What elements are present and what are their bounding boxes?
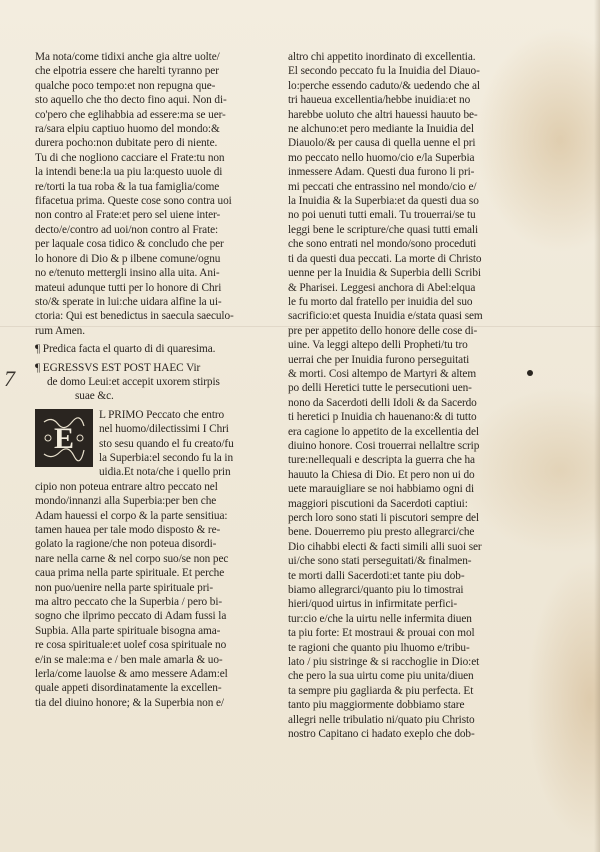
text-line: ra/sara elpiu captiuo huomo del mondo:& [35,123,220,136]
text-line: co'pero che eglihabbia ad essere:ma se uer- [35,108,226,121]
text-line: uenne per la Inuidia & Superbia delli Scribi [288,267,481,280]
text-line: mo peccato nello huomo/cio e/la Superbia [288,151,475,164]
text-line: ta sempre piu gagliarda & piu perfecta. Et [288,684,474,697]
text-line: te morti dalli Sacerdoti:et tante piu dob- [288,569,465,582]
text-line: durera pocho:non dubitate pero di niente. [35,137,218,150]
text-line: lerla/come lauolse & amo messere Adam:el [35,668,228,681]
sermon-rubric [35,342,267,356]
text-line: decto/e/contro ad uoi/non contro al Frate: [35,223,219,236]
text-line: re cosa spirituale:et uolef cosa spirituale no [35,639,227,652]
text-line: che sono entrati nel mondo/sono proceduti [288,238,477,251]
text-line: diuino honore. Cosi trouerrai nellaltre scrip [288,439,480,452]
text-line: ti heretici p Inuidia ch hauenano:& di tutto [288,411,477,424]
text-line: sogno che ilprimo peccato di Adam fussi la [35,610,227,623]
text-line: tanto piu maggiormente dobbiamo stare [288,699,465,712]
text-line: ture:nellequali e descripta la guerra che ha [288,454,475,467]
text-line: nare nella carne & nel corpo suo/se non pec [35,552,229,565]
text-line: lo honore di Dio & p ilbene comune/ognu [35,252,221,265]
text-line: sacrificio:et questa Inuidia e/stata quasi sem [288,310,483,323]
text-line: sto/& sperate in lui:che uidara alfine la ui- [35,295,222,308]
text-line: Supbia. Alla parte spirituale bisogna ama- [35,624,221,637]
text-line: che elpotria essere che harelti tyranno per [35,65,219,78]
text-line: tri haueua excellentia/hebbe inuidia:et no [288,94,471,107]
text-line: re/torti la tua roba & la tua famiglia/come [35,180,220,193]
text-line: lato / piu sistringe & si racchoglie in Dio:et [288,656,480,669]
text-line: mi peccati che entrassino nel mondo/cio e/ [288,180,477,193]
text-line: uine. Va leggi altepo delli Propheti/tu tro [288,339,468,352]
text-line: L PRIMO Peccato che entro [99,408,225,421]
text-line: per laquale cosa tidico & concludo che per [35,238,224,251]
text-line: maggiori piscutioni da Sacerdoti captiui: [288,497,468,510]
text-line: nono da Sacerdoti delli Idoli & da Sacerdo [288,396,477,409]
text-line: perch loro sono stati li piscutori sempre del [288,512,479,524]
text-line: e/in se male:ma e / ben male amarla & uo- [35,653,223,666]
text-line: inmessere Adam. Questi dua furono li pri- [288,166,475,179]
text-line: golato la ragione/che non poteua disordi- [35,538,217,551]
pilcrow-icon: ¶ [35,343,41,356]
text-line: sto sesu quando el fu creato/fu [99,437,234,450]
text-line: era cagione lo appetito de la excellentia del [288,425,479,438]
marginal-note: 7 [4,366,15,391]
text-line: hieri/quod uirtus in infirmitate perfici- [288,598,458,611]
text-line: ta piu forte: Et mostraui & prouai con mol [288,627,475,640]
pilcrow-icon: ¶ [35,361,41,374]
text-line: allegri nelle tribulatio ni/quato piu Christo [288,713,475,726]
text-line: ne alchuno:et pero mediante la Inuidia del [288,123,474,136]
text-line: che pero la sua uirtu come piu unita/diuen [288,670,474,683]
text-line: ui/che sono stati perseguitati/& finalmen- [288,555,472,568]
text-line: la intendi bene:la ua piu la:questo uuole di [35,166,223,179]
left-top-text [35,50,267,338]
left-column [35,50,267,710]
text-line: uidia.Et nota/che i quello prin [99,466,231,479]
text-line: nostro Capitano ci hadato exeplo che dob- [288,728,475,741]
text-line: Tu di che nogliono cacciare el Frate:tu non [35,151,225,164]
text-line: bene. Douerremo piu presto allegrarci/che [288,526,475,539]
text-line: ma altro peccato che la Superbia / pero bi- [35,596,223,609]
text-line: altro chi appetito inordinato di excellentia. [288,51,476,63]
initial-letter: E [54,421,74,455]
text-line: Ma nota/come tidixi anche gia altre uolte/ [35,51,220,63]
incipit-line: de domo Leui:et accepit uxorem stirpis [47,375,220,388]
text-line: la Superbia:el secondo fu la in [99,451,233,464]
text-line: non contro al Frate:et pero sel uiene inter- [35,209,221,222]
text-line: quale appeti disordinatamente la excellen- [35,682,222,695]
text-line: harebbe uoluto che altri hauessi hauuto be- [288,108,478,121]
incipit-line: suae &c. [75,390,114,403]
text-line: pre per appetito dello honore delle cose di- [288,324,478,337]
initial-paragraph [35,408,267,480]
text-line: Diauolo/& per causa di quella uenne el pri [288,137,476,150]
text-line: & morti. Cosi altempo de Martyri & altem [288,367,477,380]
text-line: le fu morto dal fratello per inuidia del suo [288,295,473,308]
text-line: Dio cihabbi electi & facti simili alli suoi ser [288,540,482,553]
text-line: uete marauigliare se noi habbiamo ogni di [288,483,475,496]
text-line: no e/tenuto mettergli insino alla uita. Ani- [35,267,220,280]
text-line: no poi uenuti tutti emali. Tu trouerrai/se tu [288,209,476,222]
text-line: la Inuidia & la Superbia:et da questi dua so [288,195,479,208]
text-line: qualche poco tempo:et non repugna que- [35,79,216,92]
text-line: lo:perche essendo caduto/& uedendo che al [288,79,480,92]
text-line: ti da questi dua peccati. La morte di Christo [288,252,482,265]
text-line: El secondo peccato fu la Inuidia del Diauo- [288,65,480,78]
incipit-line: ¶ EGRESSVS EST POST HAEC Vir [35,361,201,374]
text-line: mateui adunque tutti per lo honore di Chri [35,281,222,294]
text-line: te ragioni che quanto piu lhuomo e/tribu- [288,641,470,654]
left-body-text [35,480,267,711]
text-line: cipio non poteua entrare altro peccato nel [35,480,218,493]
text-line: tia del diuino honore; & la Superbia non e/ [35,696,224,709]
right-column [288,50,522,742]
rubric-text: Predica facta el quarto di di quaresima. [42,343,216,356]
text-line: sto aquello che tho decto fino aqui. Non di- [35,94,227,107]
text-line: tur:cio e/che la uirtu nelle infermita diuen [288,612,472,625]
text-line: ctoria: Qui est benedictus in saecula saeculo- [35,310,234,323]
text-line: biamo allegrarci/quanto piu lo timostrai [288,584,464,597]
page-edge-shadow [594,0,600,852]
text-line: Adam hauessi el corpo & la parte sensitiua: [35,509,228,522]
margin-dot [527,370,533,376]
text-line: tamen hauea per tale modo disposto & re- [35,524,221,536]
text-line: leggi bene le scripture/che quasi tutti emali [288,223,478,236]
text-line: & Pharisei. Leggesi anchora di Abel:elqua [288,281,476,294]
text-line: po delli Heretici tutte le persecutioni uen- [288,382,472,395]
incipit [35,361,267,404]
text-line: hauuto la Chiesa di Dio. Et pero non ui do [288,468,475,481]
text-line: fifacetua prima. Queste cose sono contra uoi [35,195,232,208]
text-line: mondo/innanzi alla Superbia:per ben che [35,495,217,508]
text-line: non puo/uenire nella parte spirituale pri- [35,581,214,594]
decorated-initial [35,409,93,467]
text-line: rum Amen. [35,324,85,337]
text-line: uerrai che per Inuidia furono perseguitati [288,353,470,366]
text-line: caua prima nella parte spirituale. Et perche [35,567,225,580]
decorated-initial-icon [38,412,90,464]
text-line: nel huomo/dilectissimi I Chri [99,423,229,436]
